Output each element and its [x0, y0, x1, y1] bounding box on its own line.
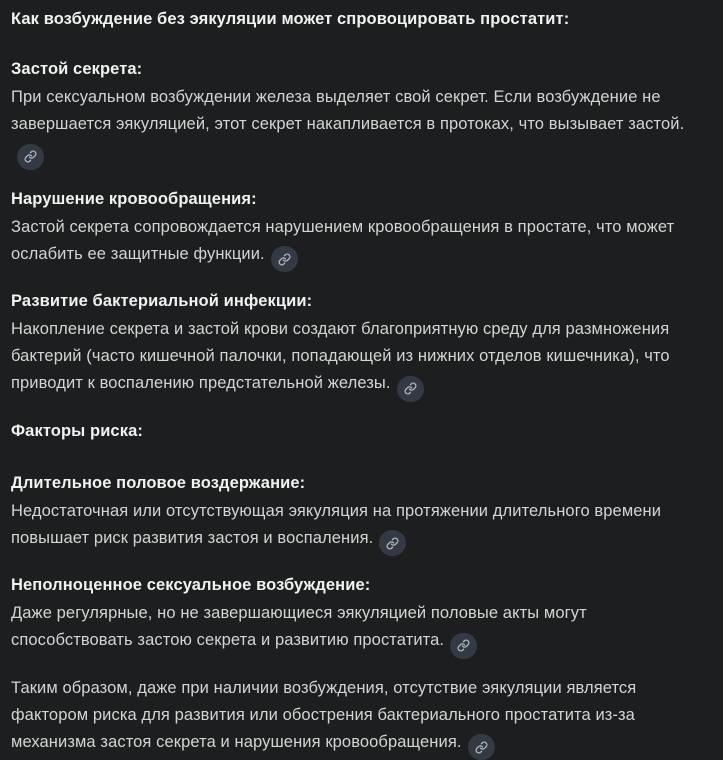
citation-link-button[interactable] [17, 144, 44, 170]
paragraph-text: Застой секрета сопровождается нарушением кровообращения в простате, что может ослабить ее защитные функции. [11, 218, 674, 263]
paragraph-text: Таким образом, даже при наличии возбуждения, отсутствие эякуляции является фактором риска для развития или обострения бактериального простатита из-за механизма застоя секрета и нарушения кровообращения. [11, 679, 636, 751]
link-icon [457, 639, 470, 652]
section-paragraph [11, 214, 712, 273]
answer-title: Как возбуждение без эякуляции может спровоцировать простатит: [11, 6, 712, 33]
link-icon [278, 253, 291, 266]
section-heading-secretion-stasis: Застой секрета: [11, 56, 712, 83]
section-heading-abstinence: Длительное половое воздержание: [11, 470, 712, 497]
citation-link-button[interactable] [468, 734, 495, 760]
citation-link-button[interactable] [397, 376, 424, 402]
section-heading-bacterial-infection: Развитие бактериальной инфекции: [11, 288, 712, 315]
link-icon [24, 150, 37, 163]
section-paragraph [11, 84, 712, 170]
section-paragraph [11, 316, 712, 402]
paragraph-text: При сексуальном возбуждении железа выделяет свой секрет. Если возбуждение не завершается эякуляцией, этот секрет накапливается в протоках, что вызывает застой. [11, 88, 684, 133]
citation-link-button[interactable] [450, 633, 477, 659]
section-paragraph [11, 600, 712, 659]
paragraph-text: Накопление секрета и застой крови создают благоприятную среду для размножения бактерий (часто кишечной палочки, попадающей из нижних отделов кишечника), что приводит к воспалению предстательной железы. [11, 320, 670, 392]
link-icon [404, 382, 417, 395]
paragraph-text: Недостаточная или отсутствующая эякуляция на протяжении длительного времени повышает риск развития застоя и воспаления. [11, 502, 661, 547]
conclusion-paragraph [11, 675, 712, 760]
link-icon [475, 741, 488, 754]
section-heading-risk-factors: Факторы риска: [11, 418, 712, 445]
paragraph-text: Даже регулярные, но не завершающиеся эякуляцией половые акты могут способствовать застою секрета и развитию простатита. [11, 604, 587, 649]
answer-content [11, 6, 712, 760]
section-heading-incomplete-arousal: Неполноценное сексуальное возбуждение: [11, 572, 712, 599]
section-heading-circulation: Нарушение кровообращения: [11, 186, 712, 213]
citation-link-button[interactable] [379, 530, 406, 556]
link-icon [386, 537, 399, 550]
citation-link-button[interactable] [271, 246, 298, 272]
section-paragraph [11, 498, 712, 557]
